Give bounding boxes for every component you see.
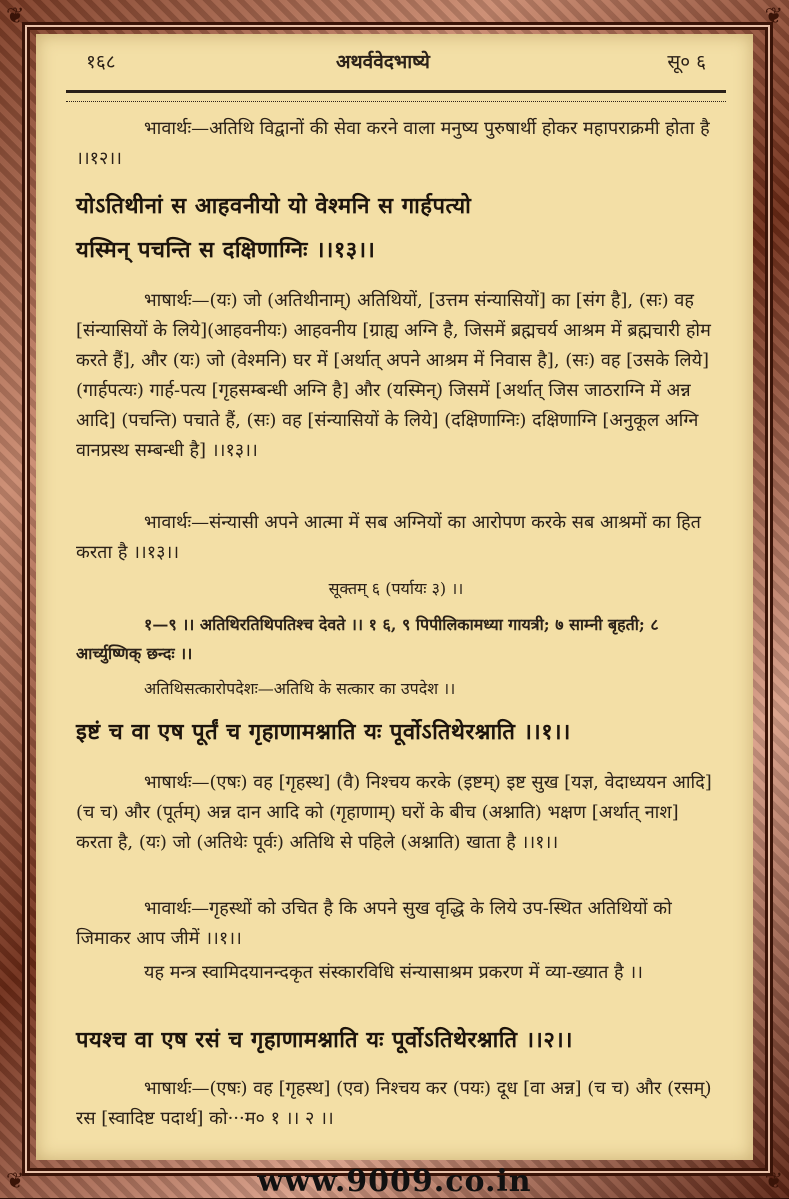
mantra-13-line2: यस्मिन् पचन्ति स दक्षिणाग्निः ।।१३।। <box>76 228 716 272</box>
bhavartha-1: भावार्थः—गृहस्थों को उचित है कि अपने सुख वृद्धि के लिये उप-स्थित अतिथियों को जिमाकर आप जीमें ।।१।। <box>76 894 716 954</box>
bhasharth-1: भाषार्थः—(एषः) वह [गृहस्थ] (वै) निश्चय करके (इष्टम्) इष्ट सुख [यज्ञ, वेदाध्ययन आदि] (च च) और (पूर्तम्) अन्न दान आदि को (गृहाणाम्) घरों के बीच (अश्नाति) भक्षण [अर्थात् नाश] करता है, (यः) जो (अतिथेः पूर्वः) अतिथि से पहिले (अश्नाति) खाता है ।।१।। <box>76 768 716 858</box>
page-number: १६८ <box>86 48 116 74</box>
book-page <box>36 34 753 1160</box>
running-title: अथर्ववेदभाष्ये <box>336 48 430 74</box>
devata-chhanda-line: १—९ ।। अतिथिरतिथिपतिश्च देवते ।। १ ६, ९ पिपीलिकामध्या गायत्री; ७ साम्नी बृहती; ८ आर्च्युष्णिक् छन्दः ।। <box>76 610 716 668</box>
upadesha-line: अतिथिसत्कारोपदेशः—अतिथि के सत्कार का उपदेश ।। <box>76 674 716 703</box>
corner-ornament-icon: ❦ <box>6 1169 24 1194</box>
mantra-note: यह मन्त्र स्वामिदयानन्दकृत संस्कारविधि संन्यासाश्रम प्रकरण में व्या-ख्यात है ।। <box>76 958 716 988</box>
page-header <box>86 48 706 78</box>
sukta-label: सू० ६ <box>667 48 706 74</box>
bhavartha-12: भावार्थः—अतिथि विद्वानों की सेवा करने वाला मनुष्य पुरुषार्थी होकर महापराक्रमी होता है ।।१२।। <box>76 114 716 174</box>
corner-ornament-icon: ❦ <box>6 4 24 29</box>
website-footer: www.9009.co.in <box>0 1164 789 1199</box>
bhasharth-2: भाषार्थः—(एषः) वह [गृहस्थ] (एव) निश्चय कर (पयः) दूध [वा अन्न] (च च) और (रसम्) रस [स्वादिष्ट पदार्थ] को···म० १ ।। २ ।। <box>76 1074 716 1134</box>
corner-ornament-icon: ❦ <box>765 1169 783 1194</box>
bhasharth-13: भाषार्थः—(यः) जो (अतिथीनाम्) अतिथियों, [उत्तम संन्यासियों] का [संग है], (सः) वह [संन्यासियों के लिये](आहवनीयः) आहवनीय [ग्राह्य अग्नि है, जिसमें ब्रह्मचर्य आश्रम में ब्रह्मचारी होम करते हैं], और (यः) जो (वेश्मनि) घर में [अर्थात् अपने आश्रम में निवास है], (सः) वह [उसके लिये] (गार्हपत्यः) गार्ह-पत्य [गृहसम्बन्धी अग्नि है] और (यस्मिन्) जिसमें [अर्थात् जिस जाठराग्नि में अन्न आदि] (पचन्ति) पचाते हैं, (सः) वह [संन्यासियों के लिये] (दक्षिणाग्निः) दक्षिणाग्नि [अनुकूल अग्नि वानप्रस्थ सम्बन्धी है] ।।१३।। <box>76 286 716 466</box>
bhavartha-13: भावार्थः—संन्यासी अपने आत्मा में सब अग्नियों का आरोपण करके सब आश्रमों का हित करता है ।।१३।। <box>76 508 716 568</box>
mantra-2: पयश्च वा एष रसं च गृहाणामश्नाति यः पूर्वोऽतिथेरश्नाति ।।२।। <box>76 1018 716 1062</box>
corner-ornament-icon: ❦ <box>765 4 783 29</box>
sukta-heading: सूक्तम् ६ (पर्यायः ३) ।। <box>76 574 716 603</box>
mantra-1: इष्टं च वा एष पूर्तं च गृहाणामश्नाति यः पूर्वोऽतिथेरश्नाति ।।१।। <box>76 710 716 754</box>
header-rule <box>66 90 726 102</box>
mantra-13-line1: योऽतिथीनां स आहवनीयो यो वेश्मनि स गार्हपत्यो <box>76 184 716 228</box>
